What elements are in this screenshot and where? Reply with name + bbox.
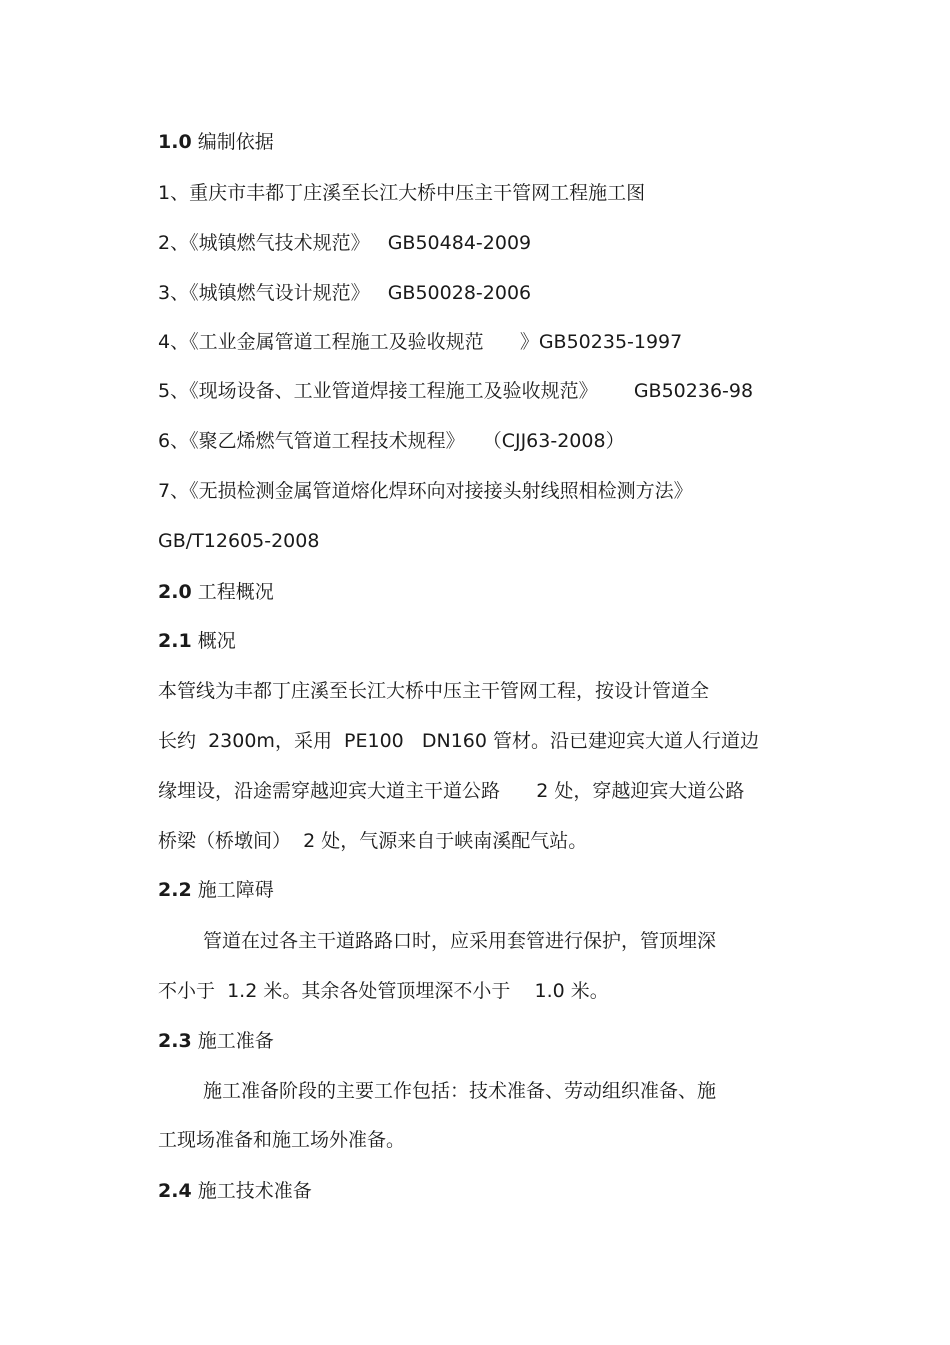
heading-2-2 <box>158 877 274 903</box>
heading-2-3 <box>158 1028 274 1054</box>
basis-item-6: 6、《聚乙烯燃气管道工程技术规程》 （CJJ63-2008） <box>158 430 625 452</box>
heading-number: 2.2 <box>158 879 192 901</box>
heading-2-1 <box>158 628 236 654</box>
heading-number: 2.4 <box>158 1180 192 1202</box>
preparation-line-2: 工现场准备和施工场外准备。 <box>158 1129 406 1151</box>
basis-item-1: 1、重庆市丰都丁庄溪至长江大桥中压主干管网工程施工图 <box>158 182 646 204</box>
heading-title: 编制依据 <box>197 131 274 153</box>
heading-2-0 <box>158 579 274 605</box>
basis-item-5: 5、《现场设备、工业管道焊接工程施工及验收规范》 GB50236-98 <box>158 380 754 402</box>
overview-line-1: 本管线为丰都丁庄溪至长江大桥中压主干管网工程，按设计管道全 <box>158 680 710 702</box>
heading-2-4 <box>158 1178 312 1204</box>
overview-line-2: 长约 2300m，采用 PE100 DN160 管材。沿已建迎宾大道人行道边 <box>158 730 760 752</box>
obstacle-line-2: 不小于 1.2 米。其余各处管顶埋深不小于 1.0 米。 <box>158 980 609 1002</box>
basis-item-7-code: GB/T12605-2008 <box>158 530 320 552</box>
basis-item-7: 7、《无损检测金属管道熔化焊环向对接接头射线照相检测方法》 <box>158 480 693 502</box>
heading-number: 2.0 <box>158 581 192 603</box>
heading-1-0 <box>158 129 274 155</box>
heading-title: 工程概况 <box>197 581 274 603</box>
obstacle-line-1: 管道在过各主干道路路口时，应采用套管进行保护，管顶埋深 <box>203 930 717 952</box>
heading-title: 施工技术准备 <box>197 1180 312 1202</box>
basis-item-4: 4、《工业金属管道工程施工及验收规范 》GB50235-1997 <box>158 331 683 353</box>
overview-line-3: 缘埋设，沿途需穿越迎宾大道主干道公路 2 处，穿越迎宾大道公路 <box>158 780 745 802</box>
heading-number: 2.3 <box>158 1030 192 1052</box>
heading-number: 2.1 <box>158 630 192 652</box>
heading-title: 概况 <box>197 630 236 652</box>
preparation-line-1: 施工准备阶段的主要工作包括：技术准备、劳动组织准备、施 <box>203 1080 717 1102</box>
heading-title: 施工障碍 <box>197 879 274 901</box>
heading-title: 施工准备 <box>197 1030 274 1052</box>
overview-line-4: 桥梁（桥墩间） 2 处，气源来自于峡南溪配气站。 <box>158 830 588 852</box>
basis-item-2: 2、《城镇燃气技术规范》 GB50484-2009 <box>158 232 532 254</box>
basis-item-3: 3、《城镇燃气设计规范》 GB50028-2006 <box>158 282 532 304</box>
heading-number: 1.0 <box>158 131 192 153</box>
